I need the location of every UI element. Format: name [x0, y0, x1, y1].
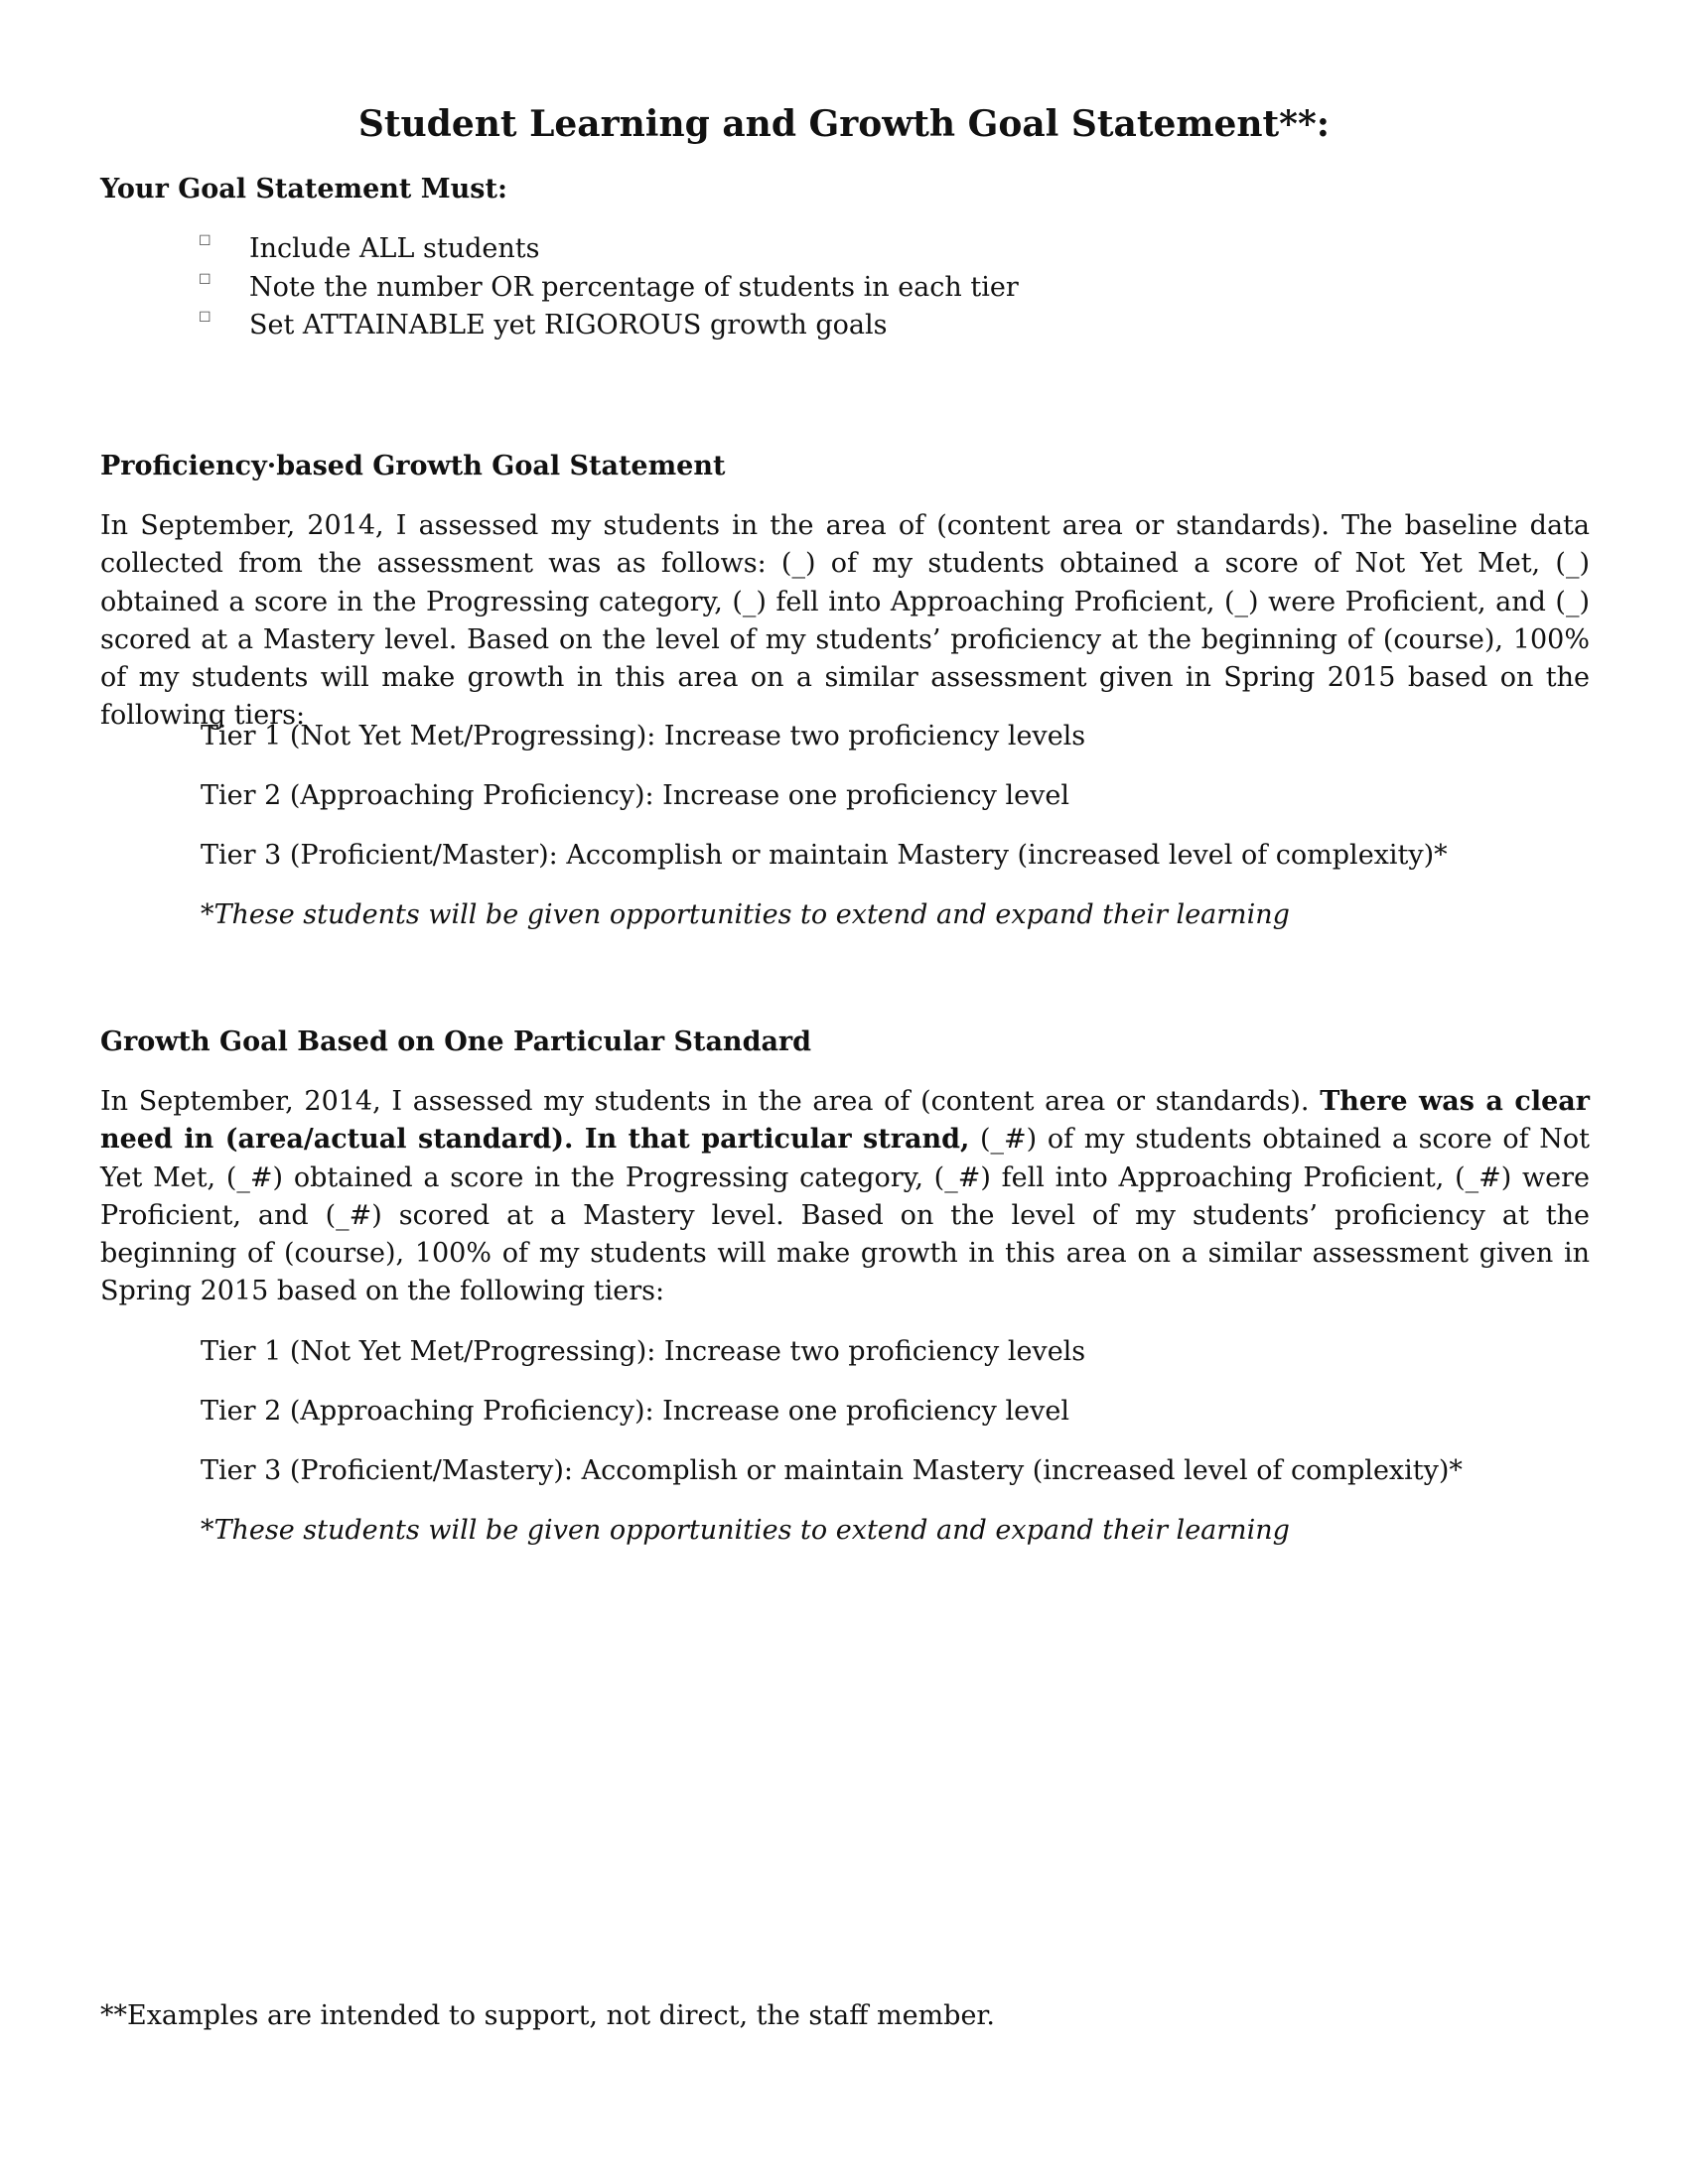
tier-2-goal: Tier 2 (Approaching Proficiency): Increase one proficiency level — [201, 780, 1069, 811]
tier-footnote: *These students will be given opportunities to extend and expand their learning — [201, 899, 1290, 930]
standard-paragraph-intro: In September, 2014, I assessed my students in the area of (content area or standards). — [100, 1086, 1321, 1117]
requirement-item — [199, 230, 1019, 269]
requirement-item — [199, 307, 1019, 345]
checkbox-bullet-icon: ☐ — [199, 310, 211, 326]
requirement-item — [199, 269, 1019, 308]
tier-1-goal: Tier 1 (Not Yet Met/Progressing): Increase two proficiency levels — [201, 1336, 1086, 1367]
checkbox-bullet-icon: ☐ — [199, 271, 211, 288]
requirement-text: Note the number OR percentage of students in each tier — [249, 271, 1019, 303]
standard-paragraph — [100, 1083, 1590, 1311]
requirement-text: Include ALL students — [249, 233, 540, 264]
standard-section-heading: Growth Goal Based on One Particular Standard — [100, 1026, 812, 1057]
tier-3-goal: Tier 3 (Proficient/Mastery): Accomplish or maintain Mastery (increased level of complexity)* — [201, 1455, 1463, 1486]
requirements-list — [199, 230, 1019, 345]
document-title: Student Learning and Growth Goal Statement**: — [357, 103, 1331, 145]
proficiency-paragraph: In September, 2014, I assessed my students in the area of (content area or standards). The baseline data collected from the assessment was as follows: (_) of my students obtained a score of Not Yet Met, (_) obtained a score in the Progressing category, (_) fell into Approaching Proficient, (_) were Proficient, and (_) scored at a Mastery level. Based on the level of my students’ proficiency at the beginning of (course), 100% of my students will make growth in this area on a similar assessment given in Spring 2015 based on the following tiers: — [100, 510, 1590, 732]
tier-footnote: *These students will be given opportunities to extend and expand their learning — [201, 1515, 1290, 1546]
standard-paragraph-body: (_#) of my students obtained a score of Not Yet Met, (_#) obtained a score in the Progressing category, (_#) fell into Approaching Proficient, (_#) were Proficient, and (_#) scored at a Mastery level. Based on the level of my students’ proficiency at the beginning of (course), 100% of my students will make growth in this area on a similar assessment given in Spring 2015 based on the following tiers: — [100, 1124, 1590, 1307]
requirements-heading: Your Goal Statement Must: — [100, 174, 507, 205]
proficiency-section-heading: Proficiency·based Growth Goal Statement — [100, 451, 726, 481]
standard-paragraph-emphasis: There was a clear need in (area/actual standard). In that particular strand, — [100, 1086, 1591, 1156]
tier-3-goal: Tier 3 (Proficient/Master): Accomplish or maintain Mastery (increased level of complexity)* — [201, 840, 1448, 871]
checkbox-bullet-icon: ☐ — [199, 233, 211, 249]
tier-2-goal: Tier 2 (Approaching Proficiency): Increase one proficiency level — [201, 1396, 1069, 1427]
tier-1-goal: Tier 1 (Not Yet Met/Progressing): Increase two proficiency levels — [201, 721, 1086, 751]
requirement-text: Set ATTAINABLE yet RIGOROUS growth goals — [249, 310, 888, 341]
footer-note: **Examples are intended to support, not direct, the staff member. — [100, 2000, 995, 2031]
